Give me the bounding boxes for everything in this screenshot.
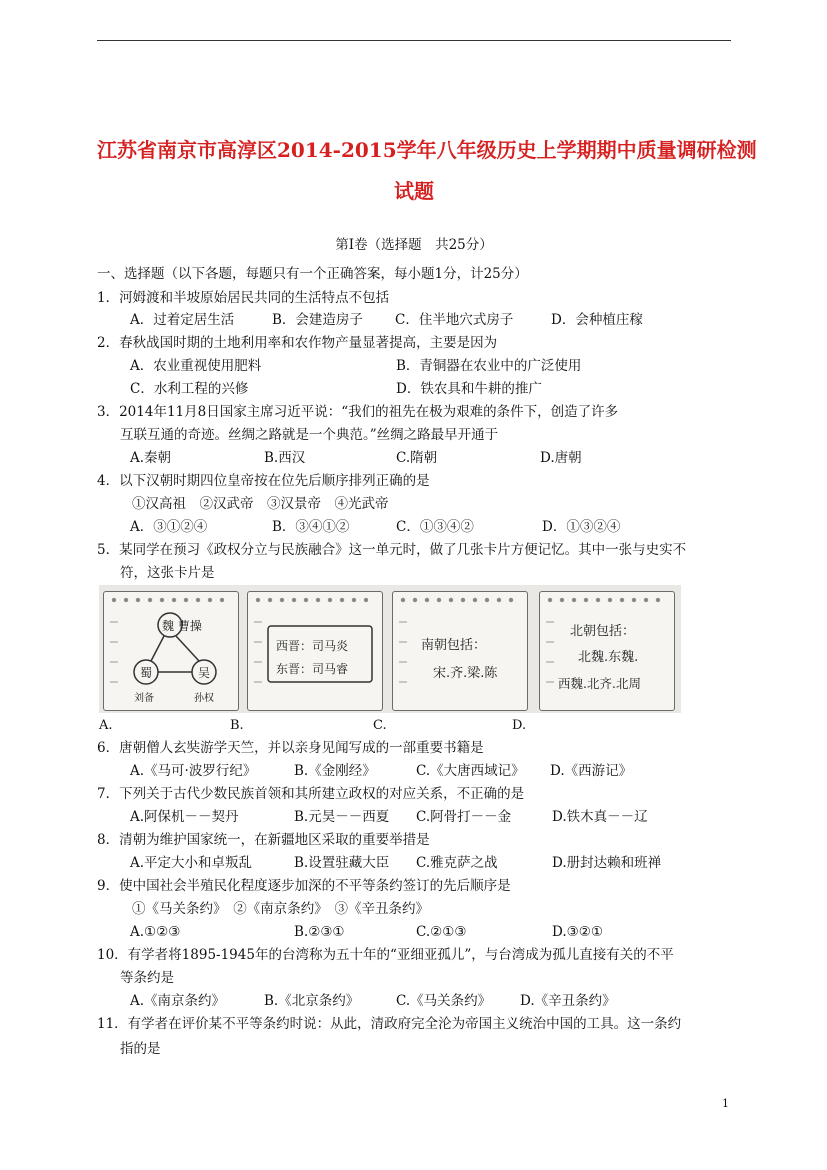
document-title-line2: 试题 — [394, 179, 434, 203]
card-b-line2: 东晋：司马睿 — [276, 662, 349, 676]
q9-option-b: B.②③① — [294, 924, 345, 940]
question-11-stem-1: 11．有学者在评价某不平等条约时说：从此，清政府完全沦为帝国主义统治中国的工具。这一条约 — [97, 1016, 682, 1032]
question-4-stem: 4．以下汉朝时期四位皇帝按在位先后顺序排列正确的是 — [97, 473, 430, 489]
q3-option-a: A.秦朝 — [130, 450, 172, 466]
q10-option-c: C.《马关条约》 — [396, 993, 492, 1009]
q4-option-d: D．①③②④ — [542, 519, 621, 535]
question-10-stem-1: 10．有学者将1895-1945年的台湾称为五十年的“亚细亚孤儿”，与台湾成为孤儿直接有关的不平 — [97, 947, 674, 963]
card-label-b: B. — [230, 718, 244, 733]
q7-option-b: B.元昊－－西夏 — [294, 809, 390, 825]
question-6-stem: 6．唐朝僧人玄奘游学天竺，并以亲身见闻写成的一部重要书籍是 — [97, 740, 484, 756]
q10-option-a: A.《南京条约》 — [130, 993, 226, 1009]
header-rule — [97, 40, 731, 41]
card-b-line1: 西晋：司马炎 — [276, 639, 349, 653]
card-d-line1: 北朝包括： — [570, 624, 636, 639]
q2-option-a: A．农业重视使用肥料 — [130, 358, 262, 374]
card-a-top-label: 魏 曹操 — [162, 619, 202, 633]
q2-option-b: B．青铜器在农业中的广泛使用 — [396, 358, 582, 374]
q7-option-a: A.阿保机－－契丹 — [130, 809, 239, 825]
q4-option-b: B．③④①② — [272, 519, 350, 535]
page-number: 1 — [722, 1097, 729, 1110]
q2-option-d: D．铁农具和牛耕的推广 — [396, 381, 542, 397]
document-title-line1: 江苏省南京市高淳区2014-2015学年八年级历史上学期期中质量调研检测 — [97, 138, 757, 162]
card-d — [539, 591, 675, 711]
card-a-left-label: 蜀 — [140, 666, 153, 680]
question-9-stem: 9．使中国社会半殖民化程度逐步加深的不平等条约签订的先后顺序是 — [97, 878, 511, 894]
question-1-stem: 1．河姆渡和半坡原始居民共同的生活特点不包括 — [97, 290, 390, 306]
section-title: 第Ⅰ卷（选择题 共25分） — [335, 237, 493, 253]
part-heading: 一、选择题（以下各题，每题只有一个正确答案，每小题1分，计25分） — [97, 266, 528, 282]
q6-option-c: C.《大唐西域记》 — [416, 763, 525, 779]
question-2-stem: 2．春秋战国时期的土地利用率和农作物产量显著提高，主要是因为 — [97, 335, 498, 351]
q1-option-d: D．会种植庄稼 — [551, 312, 643, 328]
card-a-left-sub: 刘备 — [134, 693, 154, 704]
question-11-stem-2: 指的是 — [120, 1041, 161, 1057]
q6-option-b: B.《金刚经》 — [294, 763, 376, 779]
card-c — [392, 591, 528, 711]
flashcards-image — [99, 585, 681, 713]
question-5-stem-2: 符，这张卡片是 — [120, 565, 215, 581]
q1-option-b: B．会建造房子 — [272, 312, 363, 328]
q3-option-d: D.唐朝 — [540, 450, 582, 466]
q8-option-d: D.册封达赖和班禅 — [552, 855, 662, 871]
q9-items: ①《马关条约》 ②《南京条约》 ③《辛丑条约》 — [132, 901, 429, 917]
q8-option-c: C.雅克萨之战 — [416, 855, 498, 871]
q10-option-d: D.《辛丑条约》 — [520, 993, 616, 1009]
q7-option-c: C.阿骨打－－金 — [416, 809, 512, 825]
card-c-line1: 南朝包括： — [421, 638, 487, 653]
q8-option-b: B.设置驻藏大臣 — [294, 855, 390, 871]
card-b — [247, 591, 383, 711]
q10-option-b: B.《北京条约》 — [264, 993, 360, 1009]
q1-option-c: C．住半地穴式房子 — [395, 312, 514, 328]
card-a — [103, 591, 239, 711]
q7-option-d: D.铁木真－－辽 — [552, 809, 648, 825]
question-10-stem-2: 等条约是 — [120, 970, 174, 986]
q6-option-d: D.《西游记》 — [550, 763, 633, 779]
question-7-stem: 7．下列关于古代少数民族首领和其所建立政权的对应关系，不正确的是 — [97, 786, 525, 802]
q6-option-a: A.《马可·波罗行纪》 — [130, 763, 257, 779]
card-c-line2: 宋.齐.梁.陈 — [433, 666, 498, 681]
q1-option-a: A．过着定居生活 — [130, 312, 235, 328]
q9-option-d: D.③②① — [552, 924, 603, 940]
card-a-drawing — [104, 592, 238, 710]
question-3-stem-1: 3．2014年11月8日国家主席习近平说：“我们的祖先在极为艰难的条件下，创造了许多 — [97, 404, 619, 420]
card-d-line2: 北魏.东魏. — [578, 650, 639, 665]
q8-option-a: A.平定大小和卓叛乱 — [130, 855, 253, 871]
q4-option-a: A．③①②④ — [130, 519, 208, 535]
q3-option-c: C.隋朝 — [396, 450, 438, 466]
q9-option-a: A.①②③ — [130, 924, 181, 940]
card-label-d: D. — [512, 718, 527, 733]
q4-option-c: C．①③④② — [396, 519, 474, 535]
card-label-a: A. — [99, 718, 113, 733]
q9-option-c: C.②①③ — [416, 924, 467, 940]
q3-option-b: B.西汉 — [264, 450, 306, 466]
q2-option-c: C．水利工程的兴修 — [130, 381, 249, 397]
question-8-stem: 8．清朝为维护国家统一，在新疆地区采取的重要举措是 — [97, 832, 430, 848]
card-d-line3: 西魏.北齐.北周 — [558, 676, 641, 691]
card-a-right-sub: 孙权 — [194, 693, 214, 704]
q4-items: ①汉高祖 ②汉武帝 ③汉景帝 ④光武帝 — [132, 496, 389, 512]
question-5-stem-1: 5．某同学在预习《政权分立与民族融合》这一单元时，做了几张卡片方便记忆。其中一张与史实不 — [97, 542, 687, 558]
question-3-stem-2: 互联互通的奇迹。丝绸之路就是一个典范。”丝绸之路最早开通于 — [120, 427, 499, 443]
card-a-right-label: 吴 — [198, 666, 211, 680]
card-label-c: C. — [373, 718, 387, 733]
